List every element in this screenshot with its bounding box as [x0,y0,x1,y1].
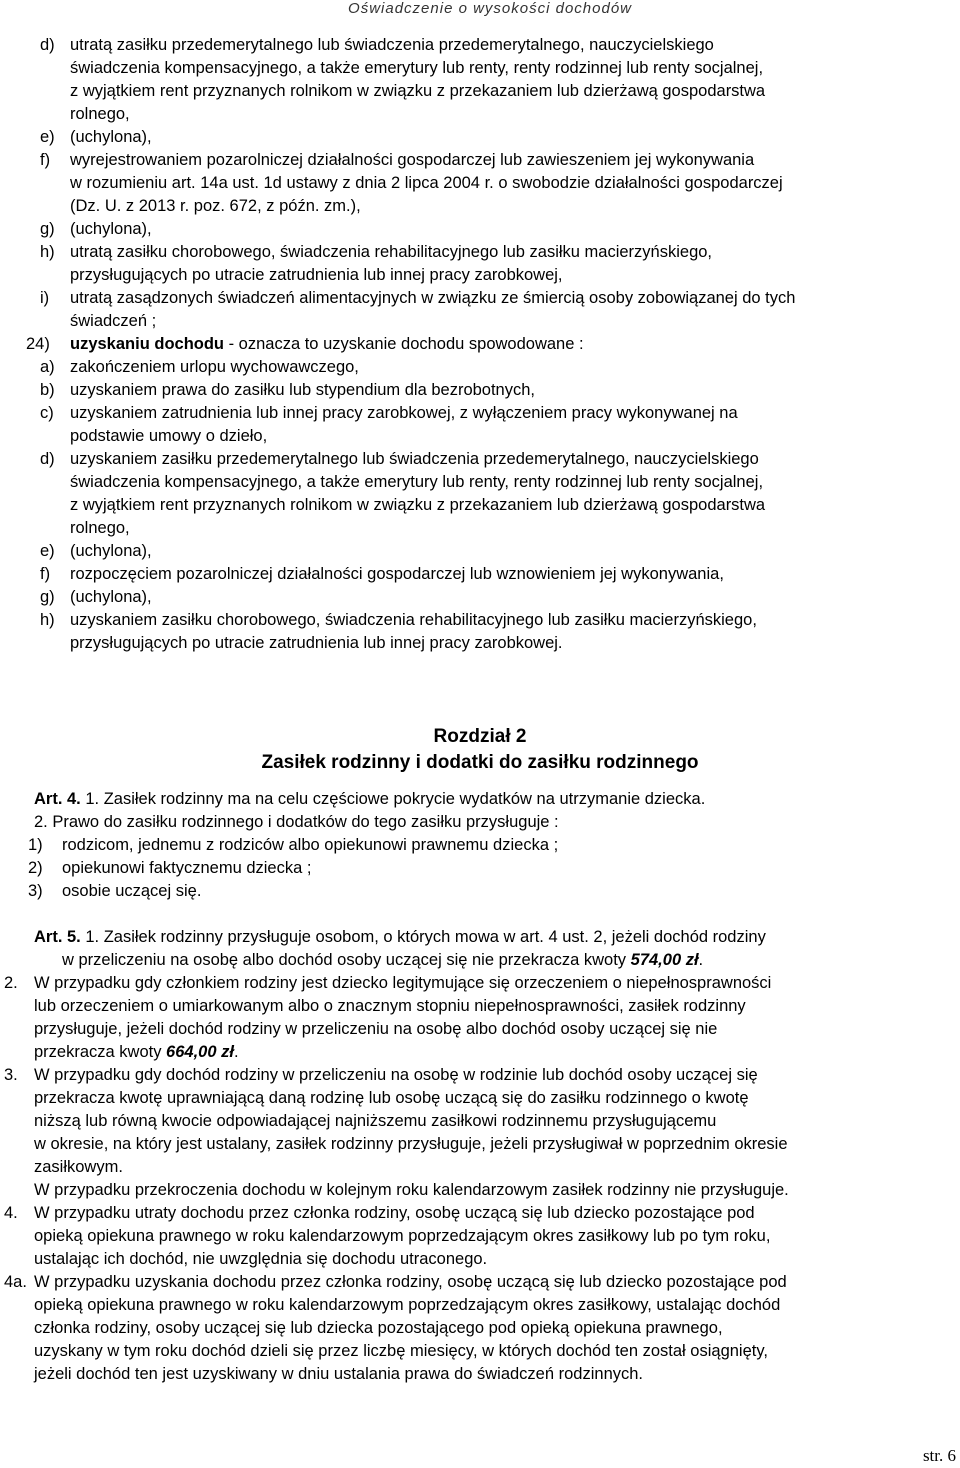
art4-p2 [0,811,960,834]
art5-p4 [0,1202,960,1271]
art5-p2-last [0,1041,960,1064]
art5-para-line-marker: 4a. [4,1273,27,1291]
art5-p2-last-text: przekracza kwoty [34,1043,167,1061]
art5-label: Art. 5. [34,928,81,946]
list-item [0,80,960,103]
art4-item-marker: 2) [28,859,43,877]
art4-item-text: osobie uczącej się. [62,882,202,900]
art5-amount1: 574,00 zł [630,951,699,969]
art5-amount2: 664,00 zł [166,1043,234,1061]
art4-item-text: rodzicom, jednemu z rodziców albo opiekunowi prawnemu dziecka ; [62,836,559,854]
list-item-marker: g) [40,220,55,238]
list-item [0,241,960,264]
list-item-text: utratą zasiłku przedemerytalnego lub świadczenia przedemerytalnego, nauczycielskiego [70,36,714,54]
list-item [0,379,960,402]
page-number: str. 6 [922,1446,956,1465]
list-block-loss [0,34,960,333]
list-item [0,103,960,126]
art5-para-line-text: niższą lub równą kwocie odpowiadającej najniższemu zasiłkowi rodzinnemu przysługującemu [34,1112,717,1130]
list-item [0,126,960,149]
list-item-text: świadczenia kompensacyjnego, a także emerytury lub renty, renty rodzinnej lub renty socjalnej, [70,59,764,77]
art5-para-line-marker: 3. [4,1066,18,1084]
art4-item [0,834,960,857]
list-item [0,149,960,172]
list-item [0,609,960,632]
list-item [0,471,960,494]
list-item-marker: f) [40,565,51,583]
list-item-text: świadczenia kompensacyjnego, a także emerytury lub renty, renty rodzinnej lub renty socjalnej, [70,473,764,491]
art5-p2 [0,972,960,1041]
item-24 [0,333,960,356]
list-item [0,540,960,563]
list-item-text: (uchylona), [70,220,152,238]
art5-para-line [0,1087,960,1110]
art5-para-line [0,1363,960,1386]
art5-para-line-text: W przypadku uzyskania dochodu przez członka rodziny, osobę uczącą się lub dziecko pozostające pod [34,1273,787,1291]
art5-para-line [0,995,960,1018]
art5-para-line-text: W przypadku gdy dochód rodziny w przeliczeniu na osobę w rodzinie lub dochód osoby uczącej się [34,1066,758,1084]
list-item [0,218,960,241]
list-item-marker: e) [40,128,55,146]
art5-para-line [0,1340,960,1363]
art5-para-line-text: W przypadku gdy członkiem rodziny jest dziecko legitymujące się orzeczeniem o niepełnosprawności [34,974,772,992]
art5-para-line [0,1248,960,1271]
art5-para-line [0,1179,960,1202]
art5-para-line-text: jeżeli dochód ten jest uzyskiwany w dniu ustalania prawa do świadczeń rodzinnych. [34,1365,644,1383]
art5-para-line [0,1294,960,1317]
art4-p2-text: 2. Prawo do zasiłku rodzinnego i dodatków do tego zasiłku przysługuje : [34,813,559,831]
list-item-marker: g) [40,588,55,606]
list-item-marker: h) [40,611,55,629]
list-item [0,310,960,333]
list-item-text: uzyskaniem prawa do zasiłku lub stypendium dla bezrobotnych, [70,381,535,399]
list-item [0,356,960,379]
art5-para-line [0,1064,960,1087]
list-block-gain [0,356,960,655]
art5-p1-line2 [0,949,960,972]
art5-para-line-text: przekracza kwotę uprawniającą daną rodzinę lub osobę uczącą się do zasiłku rodzinnego o kwotę [34,1089,749,1107]
art5-para-line-marker: 2. [4,974,18,992]
list-item [0,494,960,517]
list-item-text: (uchylona), [70,588,152,606]
list-item [0,632,960,655]
art4-p1 [0,788,960,811]
list-item-marker: d) [40,450,55,468]
list-item-text: uzyskaniem zasiłku chorobowego, świadczenia rehabilitacyjnego lub zasiłku macierzyńskiego, [70,611,757,629]
list-item-text: podstawie umowy o dzieło, [70,427,268,445]
document-body [0,34,960,1386]
list-item-text: w rozumieniu art. 14a ust. 1d ustawy z dnia 2 lipca 2004 r. o swobodzie działalności gospodarczej [70,174,783,192]
list-item-text: z wyjątkiem rent przyznanych rolnikom w związku z przekazaniem lub dzierżawą gospodarstwa [70,82,766,100]
list-item [0,448,960,471]
list-item [0,172,960,195]
art5-para-line-text: członka rodziny, osoby uczącej się lub dziecka pozostającego pod opieką opiekuna prawnego, [34,1319,723,1337]
art5-para-line-text: opieką opiekuna prawnego w roku kalendarzowym poprzedzającym okres zasiłkowy lub po tym roku, [34,1227,771,1245]
list-item-text: przysługujących po utracie zatrudnienia lub innej pracy zarobkowej, [70,266,563,284]
list-item-marker: f) [40,151,51,169]
list-item-text: wyrejestrowaniem pozarolniczej działalności gospodarczej lub zawieszeniem jej wykonywania [70,151,755,169]
art4-p1-text: 1. Zasiłek rodzinny ma na celu częściowe pokrycie wydatków na utrzymanie dziecka. [80,790,706,808]
list-item [0,425,960,448]
list-item-text: z wyjątkiem rent przyznanych rolnikom w związku z przekazaniem lub dzierżawą gospodarstwa [70,496,766,514]
list-item-text: (Dz. U. z 2013 r. poz. 672, z późn. zm.), [70,197,361,215]
art5-para-line-text: uzyskany w tym roku dochód dzieli się przez liczbę miesięcy, w których dochód ten został osiągnięty, [34,1342,768,1360]
list-item [0,195,960,218]
art5-para-line [0,972,960,995]
list-item [0,287,960,310]
list-item-text: utratą zasiłku chorobowego, świadczenia rehabilitacyjnego lub zasiłku macierzyńskiego, [70,243,713,261]
list-item [0,57,960,80]
art5-p1-first: 1. Zasiłek rodzinny przysługuje osobom, o których mowa w art. 4 ust. 2, jeżeli dochód rodziny [80,928,766,946]
list-item-marker: c) [40,404,54,422]
art5-p1-second: w przeliczeniu na osobę albo dochód osoby uczącej się nie przekracza kwoty [62,951,631,969]
list-item-marker: a) [40,358,55,376]
list-item-marker: h) [40,243,55,261]
list-item [0,34,960,57]
list-item-text: rolnego, [70,105,130,123]
art5-para-line-text: W przypadku utraty dochodu przez członka rodziny, osobę uczącą się lub dziecko pozostające pod [34,1204,755,1222]
art5-para-line [0,1271,960,1294]
art5-para-line [0,1202,960,1225]
list-item-text: świadczeń ; [70,312,157,330]
art5-p2-end: . [233,1043,239,1061]
art5-para-line-marker: 4. [4,1204,18,1222]
list-item-marker: d) [40,36,55,54]
list-item [0,517,960,540]
art4-label: Art. 4. [34,790,81,808]
chapter-title: Zasiłek rodzinny i dodatki do zasiłku rodzinnego [261,752,699,773]
art5-para-line [0,1225,960,1248]
item-24-term: uzyskaniu dochodu [70,335,225,353]
art5-para-line [0,1018,960,1041]
list-item-text: uzyskaniem zasiłku przedemerytalnego lub świadczenia przedemerytalnego, nauczycielskiego [70,450,759,468]
art5-p1-line1 [0,926,960,949]
list-item-text: utratą zasądzonych świadczeń alimentacyjnych w związku ze śmiercią osoby zobowiązanej do tych [70,289,796,307]
item-24-rest: - oznacza to uzyskanie dochodu spowodowane : [224,335,584,353]
art5-para-line-text: W przypadku przekroczenia dochodu w kolejnym roku kalendarzowym zasiłek rodzinny nie przysługuje. [34,1181,789,1199]
art5-para-line-text: w okresie, na który jest ustalany, zasiłek rodzinny przysługuje, jeżeli przysługiwał w poprzednim okresie [34,1135,788,1153]
art4-item-marker: 3) [28,882,43,900]
art5-p3 [0,1064,960,1202]
document-header-title: Oświadczenie o wysokości dochodów [348,0,632,17]
list-item-text: uzyskaniem zatrudnienia lub innej pracy zarobkowej, z wyłączeniem pracy wykonywanej na [70,404,738,422]
art5-para-line-text: ustalając ich dochód, nie uwzględnia się dochodu utraconego. [34,1250,488,1268]
list-item-text: (uchylona), [70,542,152,560]
art5-para-line-text: lub orzeczeniem o umiarkowanym albo o znacznym stopniu niepełnosprawności, zasiłek rodzinny [34,997,746,1015]
chapter-number: Rozdział 2 [433,726,527,747]
item-24-number: 24) [26,335,50,353]
list-item-marker: e) [40,542,55,560]
art4-items [0,834,960,903]
art5-para-line-text: zasiłkowym. [34,1158,123,1176]
list-item [0,586,960,609]
art4-item-text: opiekunowi faktycznemu dziecka ; [62,859,312,877]
list-item-text: zakończeniem urlopu wychowawczego, [70,358,359,376]
art5-para-line [0,1110,960,1133]
art4-item [0,880,960,903]
art5-para-line-text: opieką opiekuna prawnego w roku kalendarzowym poprzedzającym okres zasiłkowy, ustalając dochód [34,1296,781,1314]
item-24-text [70,333,584,356]
art4-item-marker: 1) [28,836,43,854]
art5-p1-end: . [698,951,704,969]
list-item [0,402,960,425]
art5-p4a [0,1271,960,1386]
list-item-marker: b) [40,381,55,399]
list-item-text: rolnego, [70,519,130,537]
art4-item [0,857,960,880]
art5-para-line-text: przysługuje, jeżeli dochód rodziny w przeliczeniu na osobę albo dochód osoby uczącej się nie [34,1020,718,1038]
list-item-marker: i) [40,289,50,307]
list-item-text: rozpoczęciem pozarolniczej działalności gospodarczej lub wznowieniem jej wykonywania, [70,565,724,583]
list-item [0,563,960,586]
list-item-text: przysługujących po utracie zatrudnienia lub innej pracy zarobkowej. [70,634,563,652]
art5-para-line [0,1156,960,1179]
list-item [0,264,960,287]
art5-para-line [0,1317,960,1340]
list-item-text: (uchylona), [70,128,152,146]
art5-para-line [0,1133,960,1156]
